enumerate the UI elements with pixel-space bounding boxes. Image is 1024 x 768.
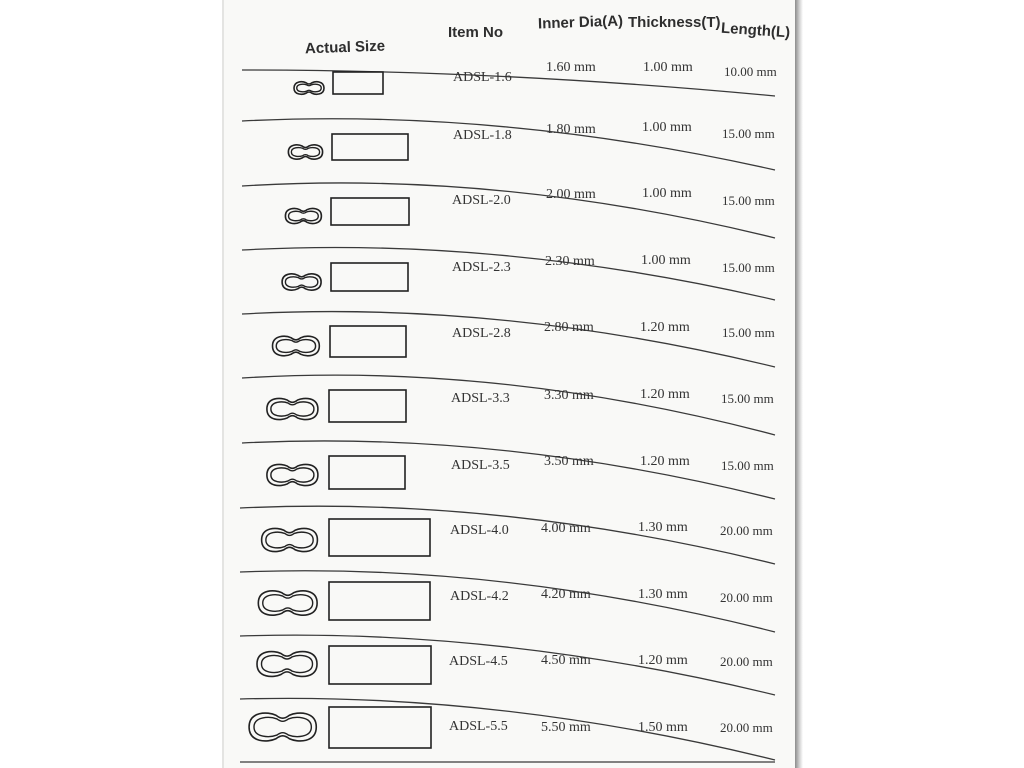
cell-item-no: ADSL-4.2 bbox=[450, 589, 509, 604]
cell-inner-dia: 4.50 mm bbox=[541, 653, 591, 668]
cell-thickness: 1.50 mm bbox=[638, 720, 688, 735]
cell-thickness: 1.00 mm bbox=[641, 253, 691, 268]
cross-section-outer bbox=[249, 713, 316, 741]
cell-thickness: 1.30 mm bbox=[638, 520, 688, 535]
cell-length: 15.00 mm bbox=[722, 260, 775, 275]
cell-inner-dia: 4.20 mm bbox=[541, 587, 591, 602]
cell-length: 15.00 mm bbox=[722, 193, 775, 208]
cell-item-no: ADSL-2.8 bbox=[452, 326, 511, 341]
header-inner-dia: Inner Dia(A) bbox=[537, 12, 624, 33]
cell-inner-dia: 2.80 mm bbox=[544, 320, 594, 335]
cell-item-no: ADSL-2.3 bbox=[452, 260, 511, 275]
cell-length: 15.00 mm bbox=[721, 458, 774, 473]
cell-inner-dia: 2.00 mm bbox=[546, 187, 596, 202]
cell-inner-dia: 4.00 mm bbox=[541, 521, 591, 536]
side-profile-rect bbox=[329, 707, 431, 748]
cell-thickness: 1.00 mm bbox=[642, 120, 692, 135]
cell-item-no: ADSL-3.5 bbox=[451, 458, 510, 473]
cell-thickness: 1.30 mm bbox=[638, 587, 688, 602]
header-item-no: Item No bbox=[448, 24, 504, 41]
cell-length: 15.00 mm bbox=[722, 325, 775, 340]
header-thickness: Thickness(T) bbox=[628, 14, 721, 31]
cell-thickness: 1.20 mm bbox=[640, 320, 690, 335]
cell-length: 20.00 mm bbox=[720, 523, 773, 538]
cell-inner-dia: 2.30 mm bbox=[545, 254, 595, 269]
cell-item-no: ADSL-4.5 bbox=[449, 654, 508, 669]
cell-thickness: 1.20 mm bbox=[638, 653, 688, 668]
cell-thickness: 1.00 mm bbox=[643, 60, 693, 75]
cell-item-no: ADSL-2.0 bbox=[452, 193, 511, 208]
cell-inner-dia: 1.60 mm bbox=[546, 60, 596, 75]
cell-item-no: ADSL-1.6 bbox=[453, 70, 512, 85]
cell-item-no: ADSL-5.5 bbox=[449, 719, 508, 734]
header-length: Length(L) bbox=[720, 19, 791, 42]
cell-inner-dia: 5.50 mm bbox=[541, 720, 591, 735]
cell-inner-dia: 3.30 mm bbox=[544, 388, 594, 403]
cell-length: 10.00 mm bbox=[724, 64, 777, 79]
cell-thickness: 1.20 mm bbox=[640, 387, 690, 402]
cell-length: 15.00 mm bbox=[722, 126, 775, 141]
cell-thickness: 1.00 mm bbox=[642, 186, 692, 201]
cell-length: 20.00 mm bbox=[720, 654, 773, 669]
cell-inner-dia: 3.50 mm bbox=[544, 454, 594, 469]
cell-item-no: ADSL-1.8 bbox=[453, 128, 512, 143]
header-actual-size: Actual Size bbox=[304, 37, 386, 58]
cell-thickness: 1.20 mm bbox=[640, 454, 690, 469]
cell-item-no: ADSL-4.0 bbox=[450, 523, 509, 538]
cell-inner-dia: 1.80 mm bbox=[546, 122, 596, 137]
cell-length: 20.00 mm bbox=[720, 720, 773, 735]
cross-section-inner bbox=[254, 717, 311, 736]
cell-length: 15.00 mm bbox=[721, 391, 774, 406]
cell-item-no: ADSL-3.3 bbox=[451, 391, 510, 406]
cell-length: 20.00 mm bbox=[720, 590, 773, 605]
